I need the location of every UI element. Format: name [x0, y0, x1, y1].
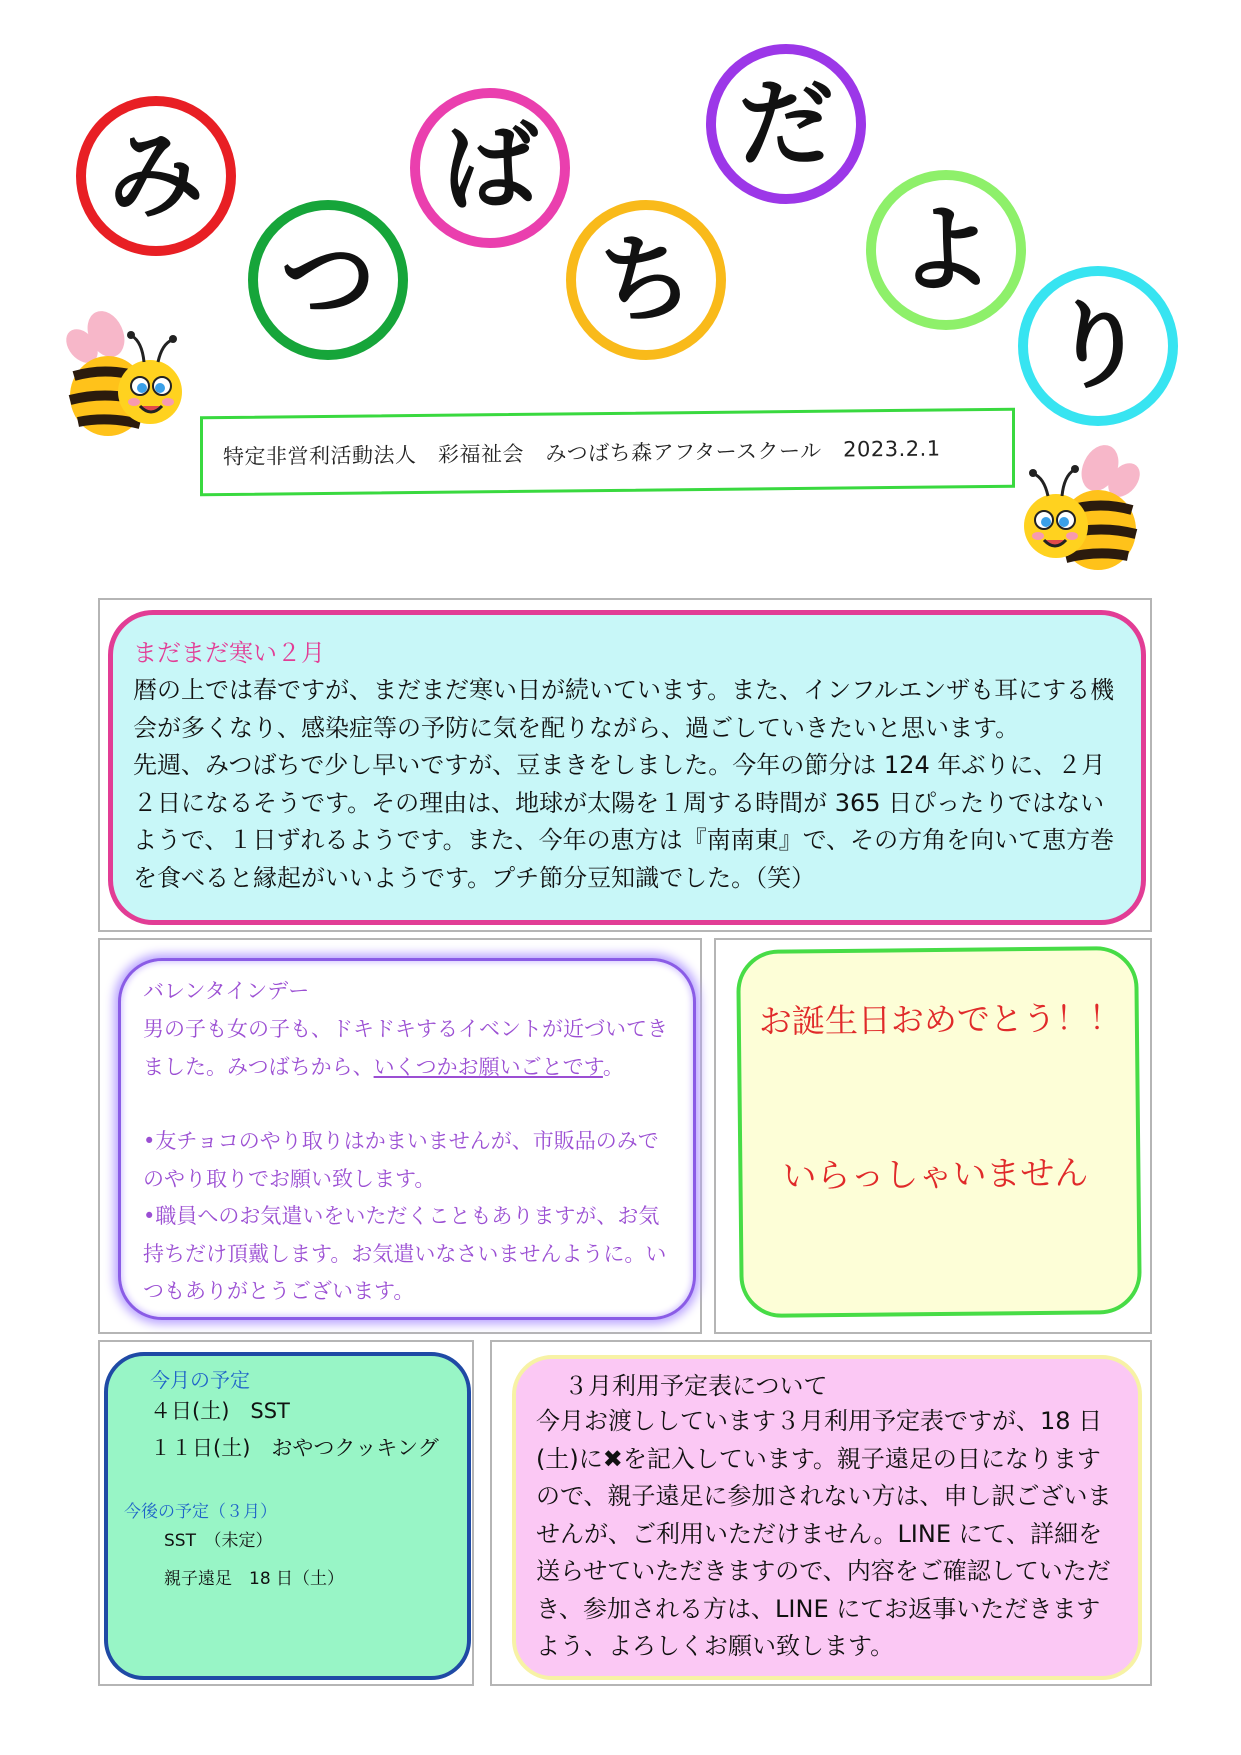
title-char-mi: み [76, 96, 236, 256]
title-char-tsu: つ [248, 200, 408, 360]
schedule-item: ４日(土) SST [150, 1399, 290, 1423]
title-char-ri: り [1018, 266, 1178, 426]
schedule-item: １１日(土) おやつクッキング [150, 1436, 439, 1460]
header-banner [200, 408, 1015, 497]
march-notice [512, 1355, 1142, 1680]
valentine-intro [143, 1011, 675, 1086]
future-schedule-item: 親子遠足 18 日（土） [164, 1569, 345, 1589]
corp-name: 彩福祉会 [438, 441, 524, 467]
birthday-message: いらっしゃいません [782, 1153, 1089, 1197]
bee-left-icon [58, 306, 188, 456]
title-char-yo: よ [866, 170, 1026, 330]
birthday-title: お誕生日おめでとう！！ [758, 998, 1123, 1041]
march-title: ３月利用予定表について [564, 1372, 828, 1400]
winter-paragraph-1: 暦の上では春ですが、まだまだ寒い日が続いています。また、インフルエンザも耳にする機会が多くなり、感染症等の予防に気を配りながら、過ごしていきたいと思います。 [133, 676, 1115, 742]
org-name: 特定非営利活動法人 [223, 443, 417, 470]
winter-title: まだまだ寒い２月 [133, 639, 325, 667]
valentine-bullet-2: •職員へのお気遣いをいただくこともありますが、お気持ちだけ頂戴します。お気遣いなさいませんように。いつもありがとうございます。 [143, 1204, 667, 1303]
march-body: 今月お渡ししています３月利用予定表ですが、18 日(土)に✖を記入しています。親子遠足の日になりますので、親子遠足に参加されない方は、申し訳ございませんが、ご利用いただけません。LINE にて、詳細を送らせていただきますので、内容をご確認していただき、参加される方は、LINE にてお返事いただきますよう、よろしくお願い致します。 [536, 1407, 1112, 1660]
winter-notice [108, 610, 1146, 925]
future-schedule-title: 今後の予定（３月） [124, 1502, 277, 1522]
birthday-notice [736, 946, 1142, 1318]
future-schedule-item: SST （未定） [164, 1531, 273, 1551]
schedule-notice [104, 1352, 471, 1680]
title-char-ba: ば [410, 88, 570, 248]
winter-body [133, 672, 1123, 897]
valentine-notice [118, 958, 696, 1320]
schedule-title: 今月の予定 [150, 1368, 250, 1392]
valentine-requests-link: いくつかお願いごとです [373, 1054, 603, 1079]
winter-paragraph-2: 先週、みつばちで少し早いですが、豆まきをしました。今年の節分は 124 年ぶりに、２月２日になるそうです。その理由は、地球が太陽を１周する時間が 365 日ぴったりではないようで、１日ずれるようです。また、今年の恵方は『南南東』で、その方角を向いて恵方巻を食べると縁起がいいようです。プチ節分豆知識でした。（笑） [133, 751, 1115, 892]
valentine-title: バレンタインデー [143, 979, 310, 1003]
bee-right-icon [1018, 440, 1148, 590]
title-char-da: だ [706, 44, 866, 204]
school-name: みつばち森アフタースクール [545, 438, 822, 466]
valentine-intro-end: 。 [602, 1054, 624, 1079]
title-char-chi: ち [566, 200, 726, 360]
issue-date: 2023.2.1 [843, 436, 941, 462]
valentine-bullet-1: •友チョコのやり取りはかまいませんが、市販品のみでのやり取りでお願い致します。 [143, 1129, 659, 1191]
valentine-intro-text: 男の子も女の子も、ドキドキするイベントが近づいてきました。みつばちから、 [143, 1017, 668, 1079]
